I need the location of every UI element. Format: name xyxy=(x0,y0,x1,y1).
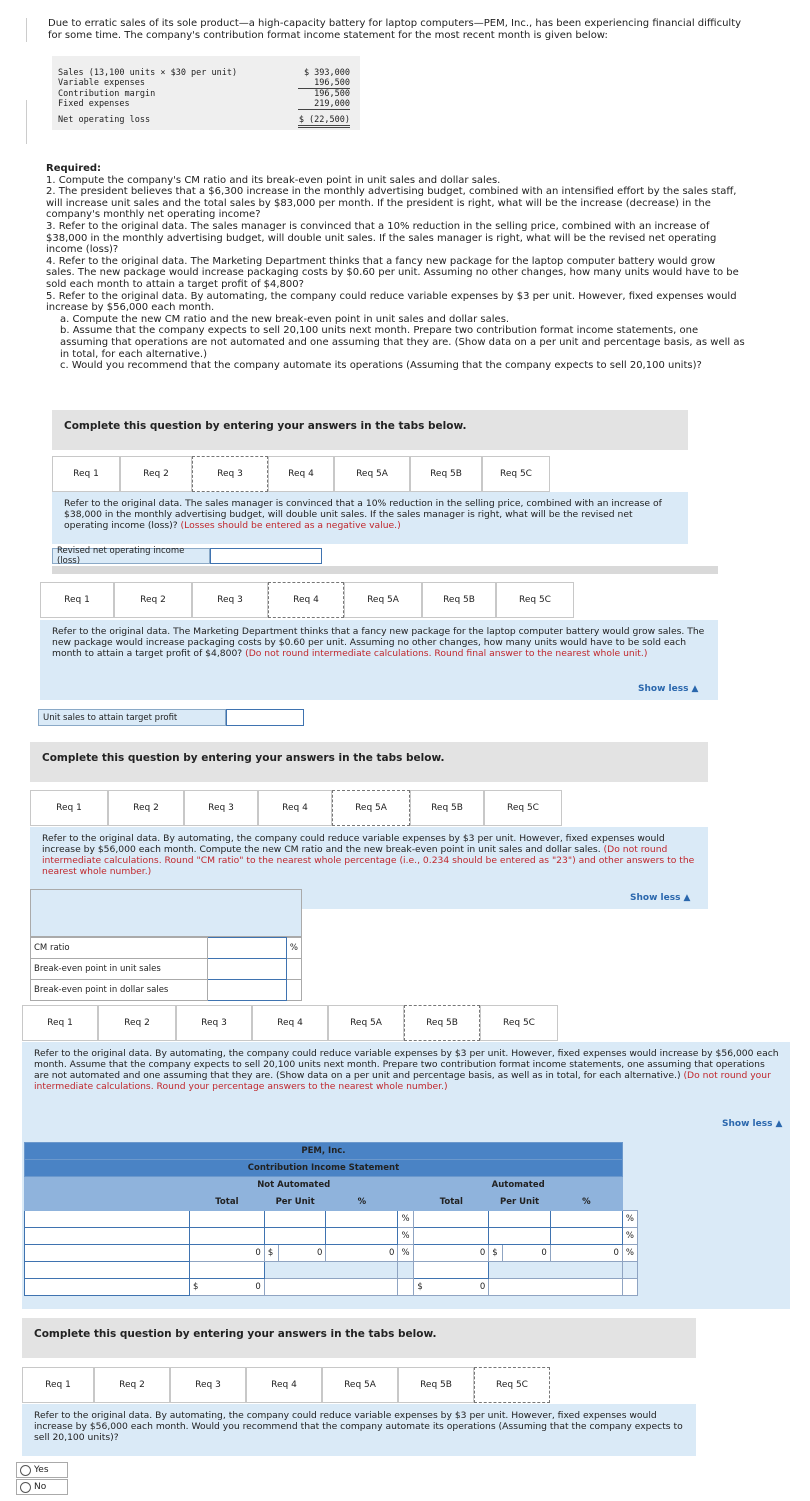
break-even-dollars-input[interactable] xyxy=(207,980,286,1001)
required-title: Required: xyxy=(46,163,102,174)
req5b-instructions: Refer to the original data. By automating, the company could reduce variable expenses by $3 per unit. However, fixed expenses would increase by $56,000 each month. Assume that the company expects to sell 20,100 units next month. Prepare two contribution format income statements, one assuming that operations are not automated and one assuming that they are. (Show data on a per unit and percentage basis, as well as in total, for each alternative.) (Do not round your intermediate calculations. Round your percentage answers to the nearest whole number.) xyxy=(22,1042,790,1137)
tab-req5a[interactable]: Req 5A xyxy=(322,1367,398,1403)
cm-table-header xyxy=(30,889,302,937)
per-unit-input[interactable] xyxy=(489,1228,551,1245)
table-row xyxy=(31,980,302,1001)
required-item: 3. Refer to the original data. The sales manager is convinced that a 10% reduction in the selling price, combined with an increase of $38,000 in the monthly advertising budget, will double unit sales. If the sales manager is right, what will be the revised net operating income (loss)? xyxy=(46,220,717,256)
percent-sign: % xyxy=(398,1245,414,1262)
statement-row: Net operating loss $ (22,500) xyxy=(58,115,354,125)
tab-req3[interactable]: Req 3 xyxy=(192,456,268,492)
tab-req2[interactable]: Req 2 xyxy=(120,456,192,492)
row-label: CM ratio xyxy=(31,938,208,959)
dollar-sign: $ xyxy=(264,1245,278,1262)
percent-input[interactable] xyxy=(550,1228,622,1245)
total-input[interactable] xyxy=(414,1262,489,1279)
tab-req3[interactable]: Req 3 xyxy=(192,582,268,618)
income-statement xyxy=(52,56,360,130)
computed-value: 0 xyxy=(550,1245,622,1262)
req5a-instructions: Refer to the original data. By automating, the company could reduce variable expenses by $3 per unit. However, fixed expenses would increase by $56,000 each month. Compute the new CM ratio and the new break-even point in unit sales and dollar sales. (Do not round intermediate calculations. Round "CM ratio" to the nearest whole percentage (i.e., 0.234 should be entered as "23") and other answers to the nearest whole number.) xyxy=(30,827,708,909)
line-item-input[interactable] xyxy=(25,1245,190,1262)
line-item-input[interactable] xyxy=(25,1279,190,1296)
statement-row: Variable expenses 196,500 xyxy=(58,78,350,88)
no-option[interactable]: No xyxy=(16,1479,68,1495)
computed-value: 0 xyxy=(503,1245,551,1262)
tab-req5a[interactable]: Req 5A xyxy=(334,456,410,492)
computed-value: 0 xyxy=(414,1245,489,1262)
per-unit-input[interactable] xyxy=(489,1211,551,1228)
section-divider xyxy=(52,566,718,574)
radio-icon xyxy=(20,1465,31,1476)
tab-req1[interactable]: Req 1 xyxy=(40,582,114,618)
per-unit-input[interactable] xyxy=(264,1228,326,1245)
row-label: Break-even point in dollar sales xyxy=(31,980,208,1001)
table-row xyxy=(25,1211,638,1228)
percent-sign: % xyxy=(622,1245,637,1262)
tab-req3[interactable]: Req 3 xyxy=(184,790,258,826)
dollar-sign: $ xyxy=(489,1245,503,1262)
statement-row: Fixed expenses 219,000 xyxy=(58,99,350,109)
not-automated-header: Not Automated xyxy=(189,1177,397,1194)
automated-header: Automated xyxy=(414,1177,623,1194)
required-item: 4. Refer to the original data. The Marketing Department thinks that a fancy new package for the laptop computer battery would grow sales. The new package would increase packaging costs by $0.60 per unit. Assuming no other changes, how many units would have to be sold each month to attain a target profit of $4,800? xyxy=(46,255,739,290)
left-rule xyxy=(26,100,27,144)
tab-req1[interactable]: Req 1 xyxy=(22,1367,94,1403)
radio-icon xyxy=(20,1482,31,1493)
computed-value: 0 xyxy=(326,1245,398,1262)
computed-value: 0 xyxy=(189,1245,264,1262)
tab-req4[interactable]: Req 4 xyxy=(258,790,332,826)
req4-instructions: Refer to the original data. The Marketing Department thinks that a fancy new package for the laptop computer battery would grow sales. The new package would increase packaging costs by $0.60 per unit. Assuming no other changes, how many units would have to be sold each month to attain a target profit of $4,800? (Do not round intermediate calculations. Round final answer to the nearest whole unit.) xyxy=(40,620,718,700)
tab-req1[interactable]: Req 1 xyxy=(30,790,108,826)
tab-req5b[interactable]: Req 5B xyxy=(398,1367,474,1403)
tab-req4[interactable]: Req 4 xyxy=(252,1005,328,1041)
statement-title: Contribution Income Statement xyxy=(25,1160,623,1177)
required-item: 2. The president believes that a $6,300 increase in the monthly advertising budget, combined with an intensified effort by the sales staff, will increase unit sales and the total sales by $83,000 per month. If the president is right, what will be the increase (decrease) in the company's monthly net operating income? xyxy=(46,186,737,221)
required-section xyxy=(46,163,746,372)
table-row xyxy=(25,1245,638,1262)
tab-req5b[interactable]: Req 5B xyxy=(410,790,484,826)
table-row xyxy=(25,1262,638,1279)
cm-ratio-input[interactable] xyxy=(207,938,286,959)
cm-table xyxy=(30,937,302,1001)
table-row xyxy=(25,1228,638,1245)
tab-req5c[interactable]: Req 5C xyxy=(480,1005,558,1041)
required-item: 1. Compute the company's CM ratio and its break-even point in unit sales and dollar sales. xyxy=(46,174,501,186)
percent-sign: % xyxy=(398,1211,414,1228)
tab-req5c[interactable]: Req 5C xyxy=(484,790,562,826)
row-label: Break-even point in unit sales xyxy=(31,959,208,980)
tab-req2[interactable]: Req 2 xyxy=(114,582,192,618)
tab-req5a[interactable]: Req 5A xyxy=(344,582,422,618)
left-rule xyxy=(26,18,27,42)
tab-req1[interactable]: Req 1 xyxy=(22,1005,98,1041)
statement-row: Contribution margin 196,500 xyxy=(58,89,350,99)
percent-input[interactable] xyxy=(550,1211,622,1228)
tab-req4[interactable]: Req 4 xyxy=(268,456,334,492)
table-row xyxy=(31,959,302,980)
percent-sign: % xyxy=(286,938,301,959)
tab-req5b[interactable]: Req 5B xyxy=(404,1005,480,1041)
percent-input[interactable] xyxy=(326,1228,398,1245)
net-total: $ 0 xyxy=(189,1279,264,1296)
col-percent: % xyxy=(326,1194,398,1211)
req5c-instructions: Refer to the original data. By automating, the company could reduce variable expenses by $3 per unit. However, fixed expenses would increase by $56,000 each month. Would you recommend that the company automate its operations (Assuming that the company expects to sell 20,100 units)? xyxy=(22,1404,696,1456)
required-subitem: b. Assume that the company expects to sell 20,100 units next month. Prepare two contribution format income statements, one assuming that operations are not automated and one assuming that they are. (Show data on a per unit and percentage basis, as well as in total, for each alternative.) xyxy=(60,325,745,360)
unit-sales-label: Unit sales to attain target profit xyxy=(38,709,226,726)
percent-sign: % xyxy=(622,1228,637,1245)
tab-req5b[interactable]: Req 5B xyxy=(422,582,496,618)
complete-header: Complete this question by entering your answers in the tabs below. xyxy=(52,410,688,450)
percent-input[interactable] xyxy=(326,1211,398,1228)
yes-option[interactable]: Yes xyxy=(16,1462,68,1478)
tab-req3[interactable]: Req 3 xyxy=(176,1005,252,1041)
show-less-link[interactable]: Show less ▲ xyxy=(722,1119,783,1129)
table-row xyxy=(31,938,302,959)
computed-value: 0 xyxy=(278,1245,326,1262)
col-total: Total xyxy=(189,1194,264,1211)
intro-text: Due to erratic sales of its sole product—a high-capacity battery for laptop computers—PEM, Inc., has been experiencing financial difficulty for some time. The company's contribution format income statement for the most recent month is given below: xyxy=(48,18,742,41)
required-subitem: c. Would you recommend that the company automate its operations (Assuming that the company expects to sell 20,100 units)? xyxy=(60,360,702,372)
tab-req5a[interactable]: Req 5A xyxy=(328,1005,404,1041)
complete-header: Complete this question by entering your answers in the tabs below. xyxy=(22,1318,696,1358)
tab-req2[interactable]: Req 2 xyxy=(108,790,184,826)
tab-req1[interactable]: Req 1 xyxy=(52,456,120,492)
required-item: 5. Refer to the original data. By automating, the company could reduce variable expenses by $3 per unit. However, fixed expenses would increase by $56,000 each month. xyxy=(46,290,737,314)
percent-sign: % xyxy=(398,1228,414,1245)
tab-req5a[interactable]: Req 5A xyxy=(332,790,410,826)
tab-req3[interactable]: Req 3 xyxy=(170,1367,246,1403)
tab-req5c[interactable]: Req 5C xyxy=(496,582,574,618)
per-unit-input[interactable] xyxy=(264,1211,326,1228)
line-item-input[interactable] xyxy=(25,1211,190,1228)
break-even-units-input[interactable] xyxy=(207,959,286,980)
complete-header: Complete this question by entering your answers in the tabs below. xyxy=(30,742,708,782)
col-total: Total xyxy=(414,1194,489,1211)
required-subitem: a. Compute the new CM ratio and the new break-even point in unit sales and dollar sales. xyxy=(60,313,510,325)
total-input[interactable] xyxy=(414,1228,489,1245)
total-input[interactable] xyxy=(189,1228,264,1245)
revised-noi-label: Revised net operating income (loss) xyxy=(52,548,210,564)
total-input[interactable] xyxy=(189,1211,264,1228)
col-per-unit: Per Unit xyxy=(264,1194,326,1211)
table-row xyxy=(25,1279,638,1296)
tab-req4[interactable]: Req 4 xyxy=(268,582,344,618)
statement-row: Sales (13,100 units × $30 per unit) $ 393,000 xyxy=(58,68,350,78)
col-percent: % xyxy=(550,1194,622,1211)
show-less-link[interactable]: Show less ▲ xyxy=(638,684,699,694)
tab-req2[interactable]: Req 2 xyxy=(98,1005,176,1041)
col-per-unit: Per Unit xyxy=(489,1194,551,1211)
show-less-link[interactable]: Show less ▲ xyxy=(630,893,691,903)
tab-req4[interactable]: Req 4 xyxy=(246,1367,322,1403)
net-total: $ 0 xyxy=(414,1279,489,1296)
tab-req5c[interactable]: Req 5C xyxy=(482,456,550,492)
tab-req5b[interactable]: Req 5B xyxy=(410,456,482,492)
total-input[interactable] xyxy=(414,1211,489,1228)
percent-sign: % xyxy=(622,1211,637,1228)
contribution-statement-table xyxy=(24,1142,638,1296)
line-item-input[interactable] xyxy=(25,1262,190,1279)
revised-noi-input[interactable] xyxy=(210,548,322,564)
total-input[interactable] xyxy=(189,1262,264,1279)
tab-req2[interactable]: Req 2 xyxy=(94,1367,170,1403)
line-item-input[interactable] xyxy=(25,1228,190,1245)
req3-instructions: Refer to the original data. The sales manager is convinced that a 10% reduction in the selling price, combined with an increase of $38,000 in the monthly advertising budget, will double unit sales. If the sales manager is right, what will be the revised net operating income (loss)? (Losses should be entered as a negative value.) xyxy=(52,492,688,544)
company-name: PEM, Inc. xyxy=(25,1143,623,1160)
unit-sales-input[interactable] xyxy=(226,709,304,726)
tab-req5c[interactable]: Req 5C xyxy=(474,1367,550,1403)
